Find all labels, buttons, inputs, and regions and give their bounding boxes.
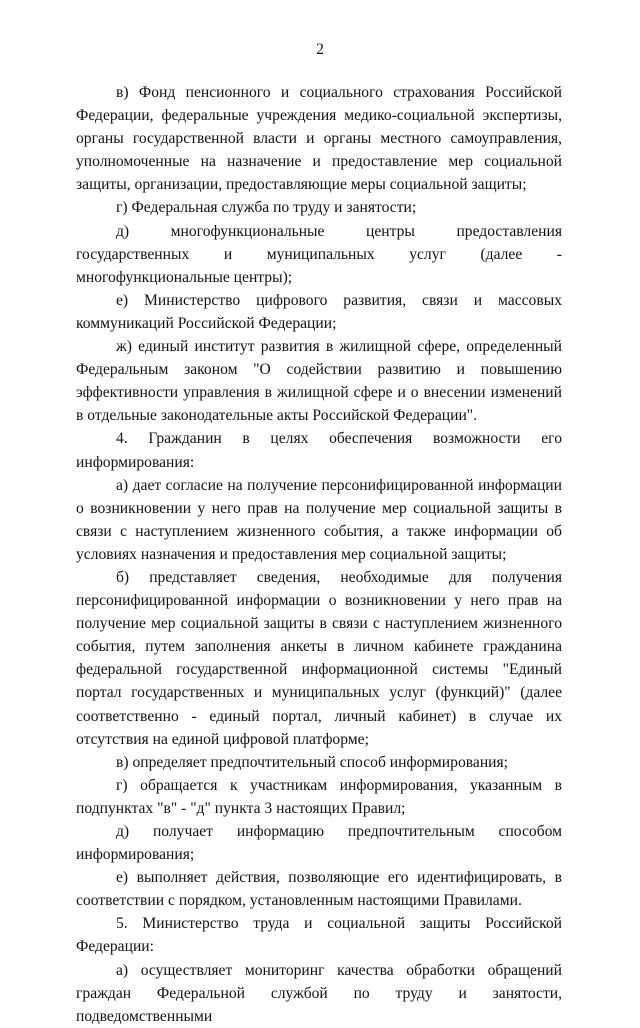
paragraph-4d: д) получает информацию предпочтительным способом информирования; [76, 823, 562, 864]
paragraph-4: 4. Гражданин в целях обеспечения возможности его информирования: [76, 430, 562, 471]
paragraph-4v: в) определяет предпочтительный способ информирования; [116, 753, 509, 771]
paragraph-5: 5. Министерство труда и социальной защиты Российской Федерации: [76, 915, 562, 956]
paragraph-4a: а) дает согласие на получение персонифицированной информации о возникновении у него прав на получение мер социальной защиты в связи с наступлением жизненного события, а также информации об условиях назначения и предоставления мер социальной защиты; [76, 476, 562, 563]
document-body [76, 81, 562, 1028]
paragraph-3g: г) Федеральная служба по труду и занятости; [116, 199, 417, 217]
paragraph-4g: г) обращается к участникам информирования, указанным в подпунктах "в" - "д" пункта 3 настоящих Правил; [76, 776, 562, 817]
paragraph-3e: е) Министерство цифрового развития, связи и массовых коммуникаций Российской Федерации; [76, 291, 562, 332]
paragraph-4e: е) выполняет действия, позволяющие его идентифицировать, в соответствии с порядком, установленным настоящими Правилами. [76, 869, 562, 910]
page-number: 2 [316, 41, 324, 58]
paragraph-4b: б) представляет сведения, необходимые для получения персонифицированной информации о возникновении у него прав на получение мер социальной защиты в связи с наступлением жизненного события, путем заполнения анкеты в личном кабинете гражданина федеральной государственной информационной системы "Единый портал государственных и муниципальных услуг (функций)" (далее соответственно - единый портал, личный кабинет) в случае их отсутствия на единой цифровой платформе; [76, 568, 562, 748]
paragraph-5a: а) осуществляет мониторинг качества обработки обращений граждан Федеральной службой по труду и занятости, подведомственными [76, 961, 562, 1025]
paragraph-3d: д) многофункциональные центры предоставления государственных и муниципальных услуг (далее - многофункциональные центры); [76, 222, 562, 286]
paragraph-3v: в) Фонд пенсионного и социального страхования Российской Федерации, федеральные учреждения медико-социальной экспертизы, органы государственной власти и органы местного самоуправления, уполномоченные на назначение и предоставление мер социальной защиты, организации, предоставляющие меры социальной защиты; [76, 84, 562, 194]
paragraph-3zh: ж) единый институт развития в жилищной сфере, определенный Федеральным законом "О содействии развитию и повышению эффективности управления в жилищной сфере и о внесении изменений в отдельные законодательные акты Российской Федерации". [76, 338, 562, 425]
